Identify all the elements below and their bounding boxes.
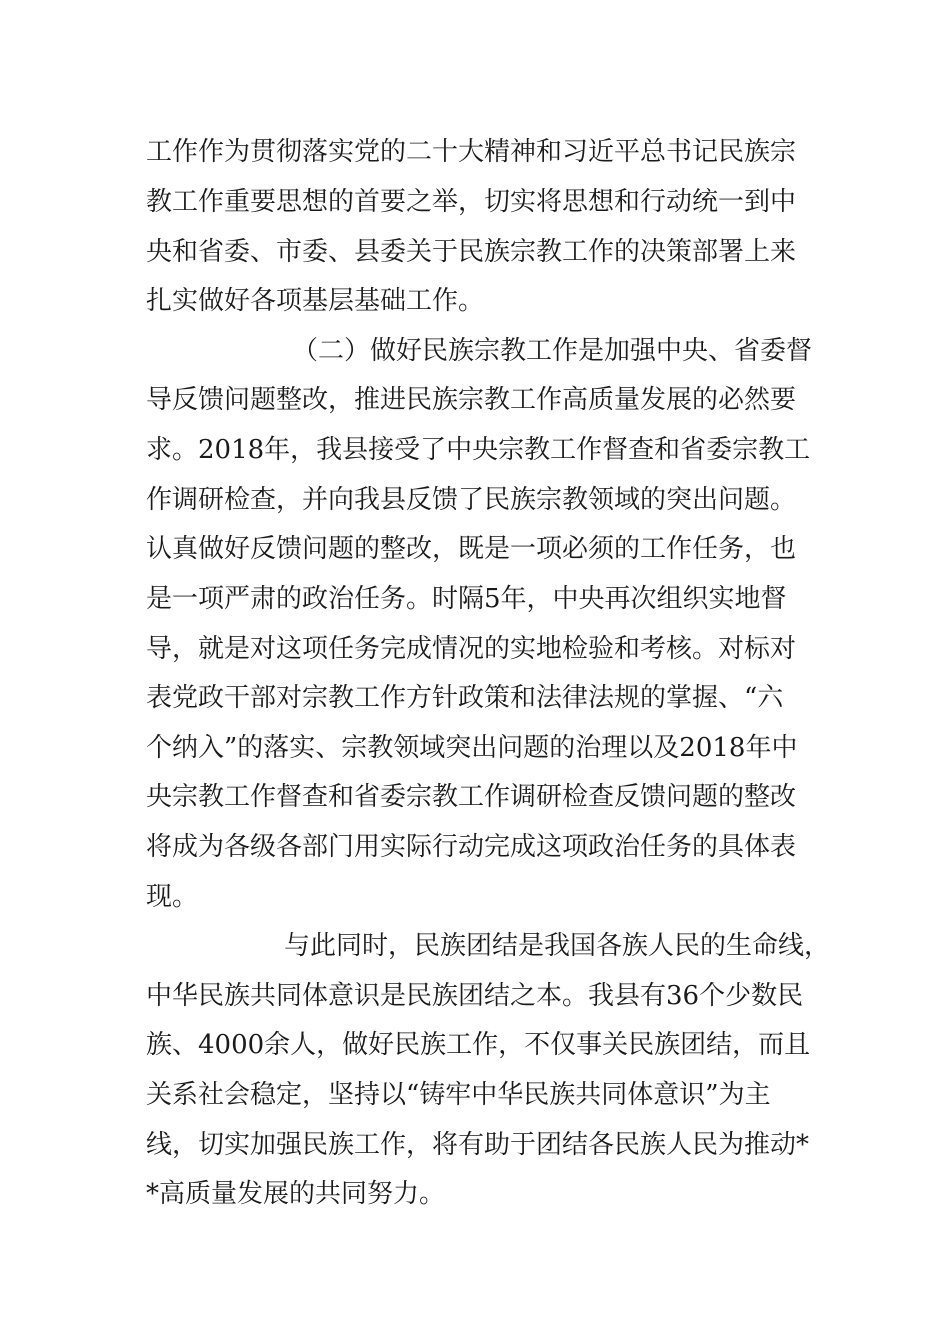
paragraph-1-line-3: 央和省委、市委、县委关于民族宗教工作的决策部署上来 [146,237,797,267]
paragraph-3-line-6: *高质量发展的共同努力。 [146,1179,446,1209]
paragraph-2-line-3: 求。2018年，我县接受了中央宗教工作督查和省委宗教工 [146,435,811,465]
paragraph-2-line-9: 个纳入”的落实、宗教领域突出问题的治理以及2018年中 [146,733,798,763]
paragraph-2-line-6: 是一项严肃的政治任务。时隔5年，中央再次组织实地督 [146,584,787,614]
paragraph-3-line-4: 关系社会稳定，坚持以“铸牢中华民族共同体意识”为主 [146,1080,771,1110]
paragraph-2-line-7: 导，就是对这项任务完成情况的实地检验和考核。对标对 [146,634,797,664]
paragraph-2-line-8: 表党政干部对宗教工作方针政策和法律法规的掌握、“六 [146,683,784,713]
paragraph-2-line-11: 将成为各级各部门用实际行动完成这项政治任务的具体表 [146,832,797,862]
paragraph-1-line-4: 扎实做好各项基层基础工作。 [146,286,485,316]
paragraph-2-line-5: 认真做好反馈问题的整改，既是一项必须的工作任务，也 [146,534,797,564]
paragraph-3-line-2: 中华民族共同体意识是民族团结之本。我县有36个少数民 [146,981,804,1011]
paragraph-2-line-1: （二）做好民族宗教工作是加强中央、省委督 [292,336,813,366]
paragraph-3-line-5: 线，切实加强民族工作，将有助于团结各民族人民为推动* [146,1130,810,1160]
paragraph-2-line-2: 导反馈问题整改，推进民族宗教工作高质量发展的必然要 [146,385,797,415]
paragraph-2-line-12: 现。 [146,882,199,912]
paragraph-1-line-1: 工作作为贯彻落实党的二十大精神和习近平总书记民族宗 [146,137,797,167]
paragraph-3-line-1: 与此同时，民族团结是我国各族人民的生命线， [284,931,831,961]
paragraph-2-line-10: 央宗教工作督查和省委宗教工作调研检查反馈问题的整改 [146,782,797,812]
paragraph-3-line-3: 族、4000余人，做好民族工作，不仅事关民族团结，而且 [146,1030,811,1060]
paragraph-1-line-2: 教工作重要思想的首要之举，切实将思想和行动统一到中 [146,187,797,217]
paragraph-2-line-4: 作调研检查，并向我县反馈了民族宗教领域的突出问题。 [146,485,797,515]
